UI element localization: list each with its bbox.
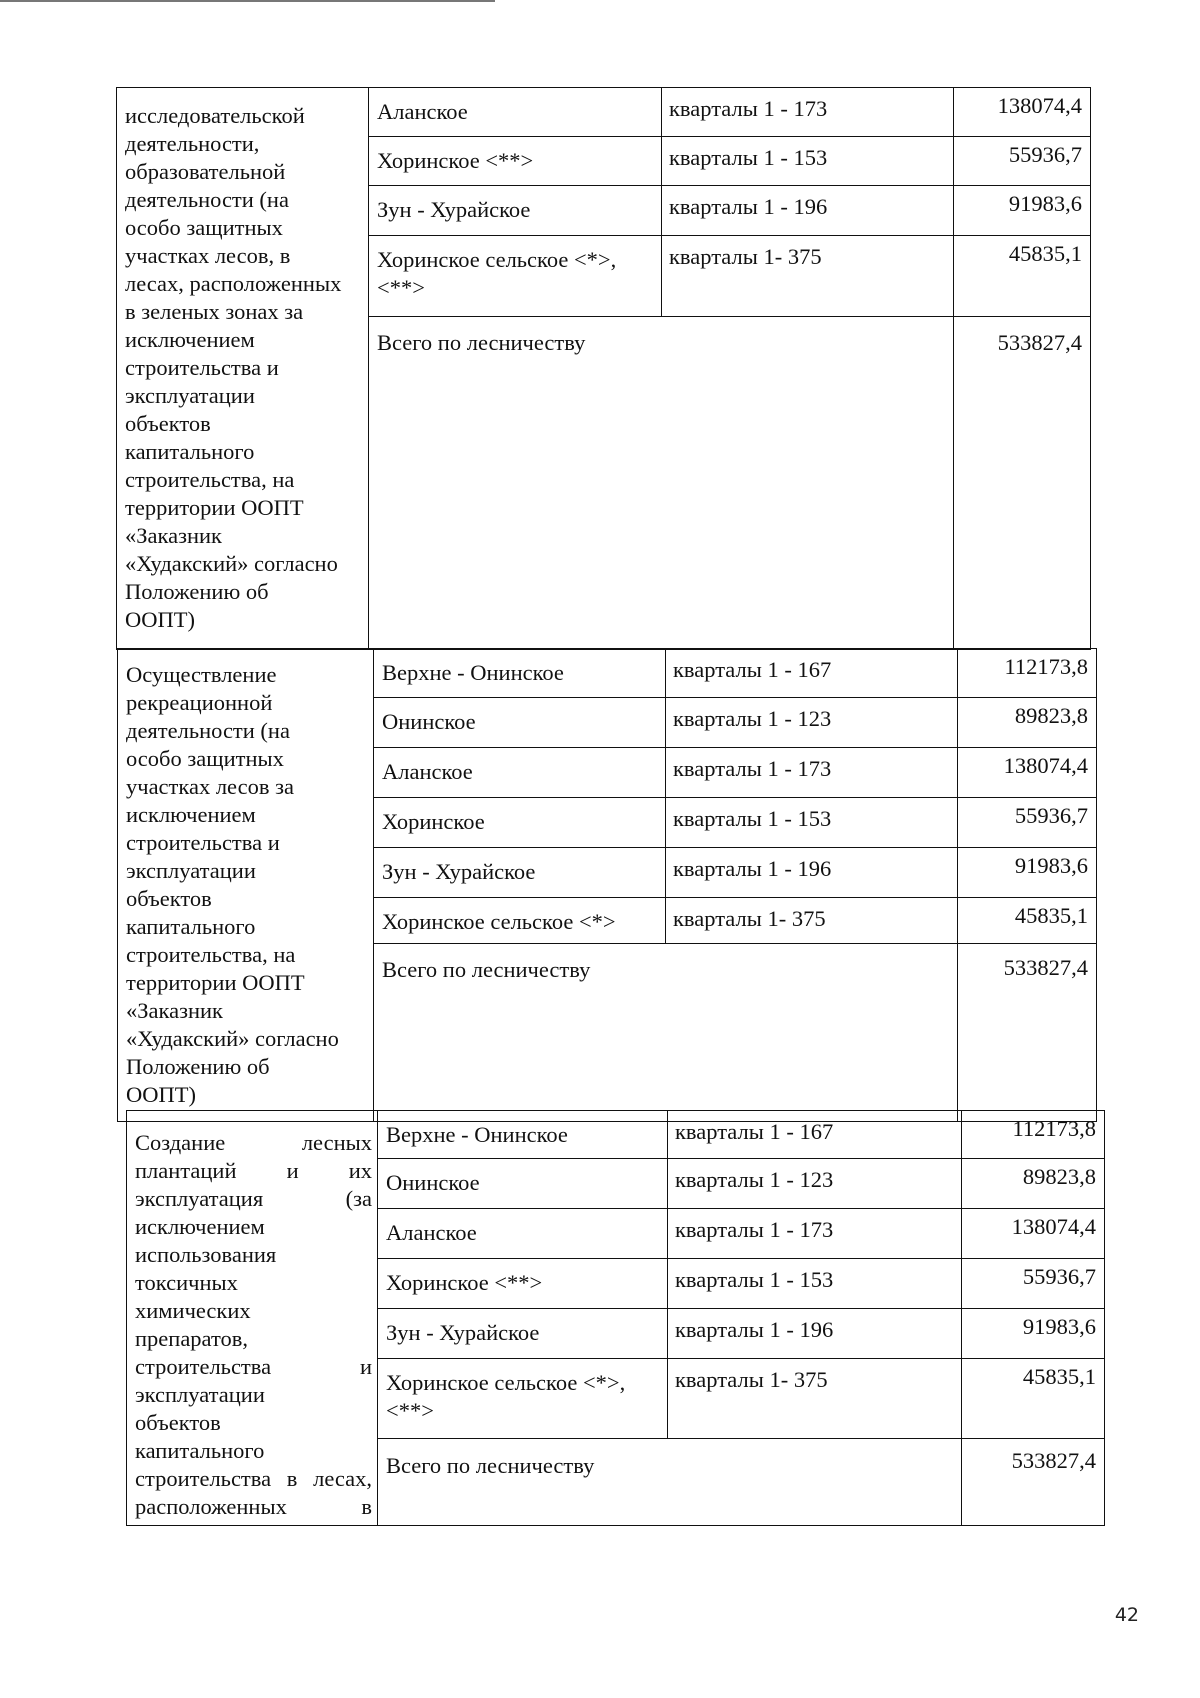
purpose-line: деятельности, xyxy=(125,131,260,156)
table-row xyxy=(374,649,1096,698)
total-area-value: 533827,4 xyxy=(997,330,1082,355)
forestry-name: Хоринское xyxy=(374,798,666,847)
table-row xyxy=(369,88,1090,137)
purpose-cell xyxy=(127,1111,378,1525)
purpose-line: эксплуатация (за xyxy=(135,1186,372,1211)
forestry-name: Аланское xyxy=(369,88,662,136)
quarters-range: кварталы 1 - 196 xyxy=(666,848,958,897)
purpose-line: ООПТ) xyxy=(126,1082,196,1107)
purpose-line: территории ООПТ xyxy=(126,970,305,995)
forestry-name: Зун - Хурайское xyxy=(378,1309,668,1358)
purpose-line: «Заказник xyxy=(125,523,222,548)
purpose-line: объектов xyxy=(126,886,212,911)
quarters-range: кварталы 1 - 173 xyxy=(666,748,958,797)
purpose-line: строительства и xyxy=(125,355,279,380)
quarters-range: кварталы 1 - 196 xyxy=(662,186,954,235)
purpose-line: исключением xyxy=(126,802,256,827)
purpose-line: рекреационной xyxy=(126,690,273,715)
area-value: 138074,4 xyxy=(1003,753,1088,778)
purpose-line: исследовательской xyxy=(125,103,305,128)
quarters-range: кварталы 1 - 167 xyxy=(668,1111,962,1158)
quarters-range: кварталы 1 - 196 xyxy=(668,1309,962,1358)
purpose-line: расположенных в xyxy=(135,1494,372,1519)
purpose-line: образовательной xyxy=(125,159,286,184)
purpose-line: особо защитных xyxy=(126,746,284,771)
area-value: 138074,4 xyxy=(1011,1214,1096,1239)
table-row xyxy=(374,798,1096,848)
table-row xyxy=(378,1111,1104,1159)
table-row xyxy=(378,1209,1104,1259)
purpose-line: капитального xyxy=(126,914,256,939)
purpose-line: территории ООПТ xyxy=(125,495,304,520)
forestry-name: Аланское xyxy=(374,748,666,797)
purpose-cell xyxy=(117,88,369,649)
table-block-research xyxy=(116,87,1091,650)
purpose-line: участках лесов за xyxy=(126,774,294,799)
purpose-line: эксплуатации xyxy=(135,1382,265,1407)
purpose-cell xyxy=(118,649,374,1121)
forestry-name: Хоринское <**> xyxy=(369,137,662,185)
purpose-line: Осуществление xyxy=(126,662,277,687)
purpose-line: строительства в лесах, xyxy=(135,1466,372,1491)
table-row xyxy=(378,1359,1104,1439)
table-row xyxy=(369,236,1090,317)
area-value: 112173,8 xyxy=(1012,1116,1096,1141)
scan-edge-line xyxy=(0,0,495,2)
purpose-line: эксплуатации xyxy=(125,383,255,408)
forestry-name: Зун - Хурайское xyxy=(374,848,666,897)
purpose-line: строительства, на xyxy=(125,467,295,492)
purpose-line: «Худакский» согласно xyxy=(125,551,338,576)
area-value: 55936,7 xyxy=(1008,142,1082,167)
forestry-name: Онинское xyxy=(378,1159,668,1208)
purpose-line: исключением xyxy=(125,327,255,352)
purpose-line: ООПТ) xyxy=(125,607,195,632)
purpose-line: использования xyxy=(135,1242,277,1267)
purpose-line: объектов xyxy=(135,1410,221,1435)
purpose-line: особо защитных xyxy=(125,215,283,240)
total-label: Всего по лесничеству xyxy=(369,317,954,649)
table-row xyxy=(369,186,1090,236)
quarters-range: кварталы 1 - 123 xyxy=(666,698,958,747)
table-row xyxy=(369,137,1090,186)
area-value: 91983,6 xyxy=(1022,1314,1096,1339)
page-number: 42 xyxy=(1114,1604,1139,1626)
area-value: 45835,1 xyxy=(1014,903,1088,928)
forestry-name: Хоринское <**> xyxy=(378,1259,668,1308)
purpose-line: капитального xyxy=(135,1438,265,1463)
forestry-name: Онинское xyxy=(374,698,666,747)
total-area-value: 533827,4 xyxy=(1011,1448,1096,1473)
area-value: 91983,6 xyxy=(1014,853,1088,878)
table-row xyxy=(374,698,1096,748)
purpose-line: строительства и xyxy=(126,830,280,855)
table-row xyxy=(374,898,1096,944)
purpose-line: строительства, на xyxy=(126,942,296,967)
area-value: 138074,4 xyxy=(997,93,1082,118)
total-area-value: 533827,4 xyxy=(1003,955,1088,980)
purpose-line: исключением xyxy=(135,1214,265,1239)
quarters-range: кварталы 1- 375 xyxy=(666,898,958,943)
area-value: 112173,8 xyxy=(1004,654,1088,679)
quarters-range: кварталы 1 - 153 xyxy=(668,1259,962,1308)
purpose-line: «Заказник xyxy=(126,998,223,1023)
area-value: 89823,8 xyxy=(1014,703,1088,728)
purpose-line: объектов xyxy=(125,411,211,436)
purpose-line: эксплуатации xyxy=(126,858,256,883)
area-value: 89823,8 xyxy=(1022,1164,1096,1189)
quarters-range: кварталы 1 - 123 xyxy=(668,1159,962,1208)
purpose-line: в зеленых зонах за xyxy=(125,299,304,324)
purpose-line: препаратов, xyxy=(135,1326,248,1351)
table-row xyxy=(378,1309,1104,1359)
forestry-name: Зун - Хурайское xyxy=(369,186,662,235)
total-label: Всего по лесничеству xyxy=(374,944,958,1121)
quarters-range: кварталы 1 - 173 xyxy=(668,1209,962,1258)
total-label: Всего по лесничеству xyxy=(378,1439,962,1525)
purpose-line: токсичных xyxy=(135,1270,238,1295)
purpose-line: капитального xyxy=(125,439,255,464)
area-value: 91983,6 xyxy=(1008,191,1082,216)
forestry-name: Хоринское сельское <*>, <**> xyxy=(369,236,662,316)
purpose-line: «Худакский» согласно xyxy=(126,1026,339,1051)
quarters-range: кварталы 1 - 153 xyxy=(666,798,958,847)
purpose-line: деятельности (на xyxy=(125,187,289,212)
total-row xyxy=(378,1439,1104,1525)
forestry-name: Хоринское сельское <*> xyxy=(374,898,666,943)
total-row xyxy=(369,317,1090,649)
table-row xyxy=(374,848,1096,898)
purpose-line: химических xyxy=(135,1298,251,1323)
table-row xyxy=(374,748,1096,798)
quarters-range: кварталы 1- 375 xyxy=(662,236,954,316)
purpose-line: участках лесов, в xyxy=(125,243,291,268)
quarters-range: кварталы 1- 375 xyxy=(668,1359,962,1438)
purpose-line: Положению об xyxy=(125,579,269,604)
forestry-name: Верхне - Онинское xyxy=(374,649,666,697)
table-block-plantations xyxy=(126,1110,1105,1526)
forestry-name: Аланское xyxy=(378,1209,668,1258)
quarters-range: кварталы 1 - 167 xyxy=(666,649,958,697)
purpose-line: Положению об xyxy=(126,1054,270,1079)
quarters-range: кварталы 1 - 153 xyxy=(662,137,954,185)
purpose-line: строительства и xyxy=(135,1354,372,1379)
purpose-line: Создание лесных xyxy=(135,1130,372,1155)
area-value: 55936,7 xyxy=(1014,803,1088,828)
purpose-line: плантаций и их xyxy=(135,1158,372,1183)
table-block-recreation xyxy=(117,648,1097,1122)
forestry-name: Хоринское сельское <*>, <**> xyxy=(378,1359,668,1438)
total-row xyxy=(374,944,1096,1121)
table-row xyxy=(378,1259,1104,1309)
area-value: 45835,1 xyxy=(1022,1364,1096,1389)
purpose-line: лесах, расположенных xyxy=(125,271,342,296)
area-value: 45835,1 xyxy=(1008,241,1082,266)
quarters-range: кварталы 1 - 173 xyxy=(662,88,954,136)
table-row xyxy=(378,1159,1104,1209)
purpose-line: деятельности (на xyxy=(126,718,290,743)
area-value: 55936,7 xyxy=(1022,1264,1096,1289)
forestry-name: Верхне - Онинское xyxy=(378,1111,668,1158)
